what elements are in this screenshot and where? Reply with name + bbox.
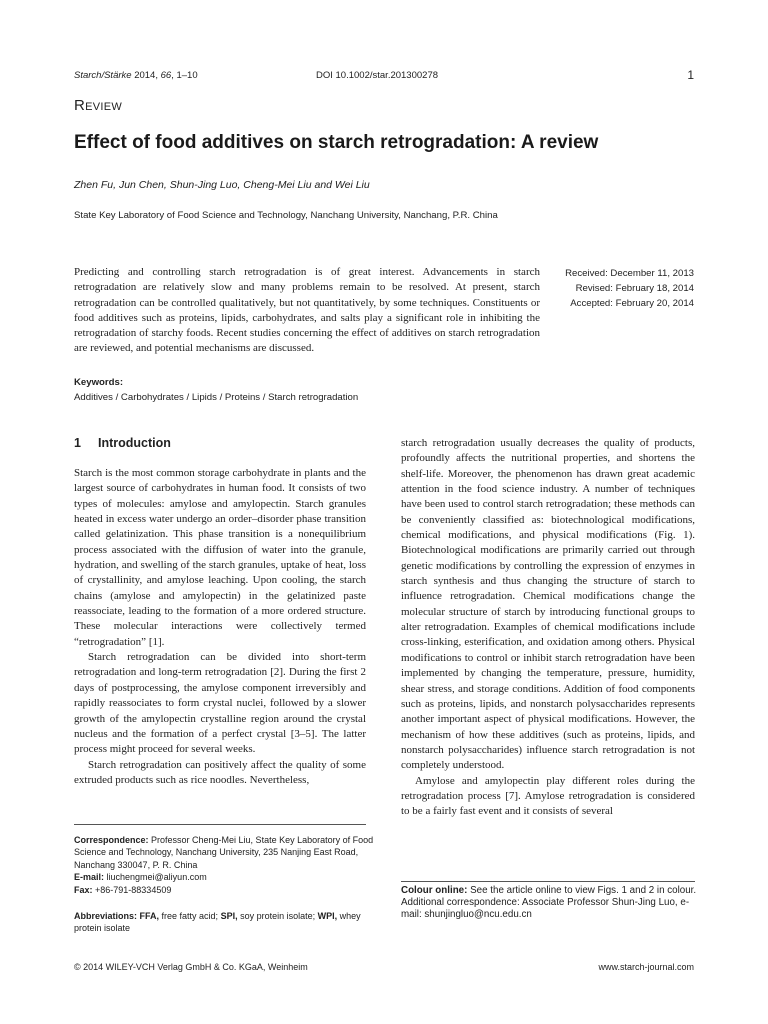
- article-type-label: Review: [74, 97, 123, 114]
- body-paragraph: Starch retrogradation can positively affect the quality of some extruded products such as rice noodles. Nevertheless,: [74, 758, 366, 786]
- body-column-left: [74, 466, 366, 788]
- additional-correspondence: Additional correspondence: Associate Professor Shun-Jing Luo, e-mail: shunjingluo@ncu.edu.cn: [401, 897, 690, 921]
- body-paragraph: starch retrogradation usually decreases the quality of products, profoundly affects the nutritional properties, and shortens the shelf-life. Moreover, the phenomenon has drawn great academic attention in the food science industry. A number of techniques have been used to control starch retrogradation; these methods can be conveniently classified as: biotechnological modifications, chemical modifications, and physical modifications (Fig. 1). Biotechnological modifications are primarily carried out through genetic modifications by controlling the expression of enzymes in starch synthesis and thus changing the structure of starch to influence retrogradation. Chemical modifications change the molecular structure of starch by introducing functional groups to alter retrogradation. Examples of chemical modifications include cross-linking, esterification, and oxidation among others. Physical modifications to control or inhibit starch retrogradation have been implemented by changing the temperature, pressure, humidity, shear stress, and storage conditions. Addition of food components such as proteins, lipids, and nonstarch polysaccharides represents another important aspect of physical modifications. However, the mechanism of how these additives (such as proteins, lipids, and nonstarch polysaccharides) influence starch retrogradation is not completely understood.: [401, 437, 695, 772]
- journal-citation: Starch/Stärke 2014, 66, 1–10: [74, 70, 198, 81]
- keywords-list: Additives / Carbohydrates / Lipids / Proteins / Starch retrogradation: [74, 392, 359, 403]
- body-paragraph: Starch retrogradation can be divided into short-term retrogradation and long-term retrogradation [2]. During the first 2 days of postprocessing, the amylose component irreversibly and rapidly reassociates to form crystal nuclei, followed by a slower growth of the amylopectin crystalline region around the crystal nucleus and the formation of a perfect crystal [3–5]. The latter process might proceed for several weeks.: [74, 651, 366, 756]
- section-heading: [74, 436, 171, 450]
- keywords-label: Keywords:: [74, 377, 124, 388]
- authors: Zhen Fu, Jun Chen, Shun-Jing Luo, Cheng-Mei Liu and Wei Liu: [74, 179, 370, 191]
- section-number: 1: [74, 436, 81, 450]
- abstract: Predicting and controlling starch retrogradation is of great interest. Advancements in starch retrogradation are relatively slow and many problems remain to be resolved. At present, starch retrogradation can be controlled qualitatively, but not quantitatively, by some techniques. Constituents or food additives such as proteins, lipids, carbohydrates, and salts play a significant role in inhibiting the retrogradation of starchy foods. Recent studies concerning the effect of additives on starch retrogradation are reviewed, and potential mechanisms are discussed.: [74, 266, 540, 355]
- colour-online-note: Colour online: See the article online to view Figs. 1 and 2 in colour. Additional correspondence: Associate Professor Shun-Jing Luo, e-mail: shunjingluo@ncu.edu.cn: [401, 885, 697, 921]
- page-number: 1: [687, 68, 694, 82]
- email-link[interactable]: liuchengmei@aliyun.com: [104, 872, 207, 883]
- received-date: Received: December 11, 2013: [565, 268, 694, 279]
- body-paragraph: Starch is the most common storage carbohydrate in plants and the largest source of carbohydrates in human food. It consists of two types of molecules: amylose and amylopectin. Starch granules heated in excess water undergo an order–disorder phase transition called gelatinization. This phase transition is a nonequilibrium process associated with the diffusion of water into the granule, hydration, and swelling of the starch granules, uptake of heat, loss of crystallinity, and amylose leaching. Upon cooling, the starch chains (amylose and amylopectin) in the gelatinized paste reassociate, leading to the formation of a more ordered structure. These molecular interactions were collectively termed “retrogradation” [1].: [74, 467, 366, 648]
- copyright: © 2014 WILEY-VCH Verlag GmbH & Co. KGaA, Weinheim: [74, 962, 308, 972]
- revised-date: Revised: February 18, 2014: [575, 283, 694, 294]
- article-title: Effect of food additives on starch retrogradation: A review: [74, 132, 599, 153]
- footnote-divider: [74, 824, 366, 825]
- abbreviations-note: Abbreviations: FFA, free fatty acid; SPI, soy protein isolate; WPI, whey protein isolate: [74, 911, 361, 934]
- correspondence-note: Correspondence: Professor Cheng-Mei Liu, State Key Laboratory of Food Science and Technology, Nanchang University, 235 Nanjing East Road, Nanchang 330047, P. R. China E-mail: liuchengmei@aliyun.com Fax: +86-791-88334509: [74, 835, 374, 895]
- footnote-divider: [401, 881, 695, 882]
- body-column-right: [401, 436, 695, 820]
- accepted-date: Accepted: February 20, 2014: [570, 298, 694, 309]
- doi: DOI 10.1002/star.201300278: [316, 70, 439, 81]
- body-paragraph: Amylose and amylopectin play different roles during the retrogradation process [7]. Amylose retrogradation is considered to be a fairly fast event and it consists of several: [401, 774, 695, 818]
- running-header: [74, 70, 694, 86]
- journal-url[interactable]: www.starch-journal.com: [598, 962, 694, 972]
- section-title: Introduction: [98, 436, 171, 450]
- affiliation: State Key Laboratory of Food Science and Technology, Nanchang University, Nanchang, P.R. China: [74, 210, 498, 221]
- article-dates: [534, 266, 694, 311]
